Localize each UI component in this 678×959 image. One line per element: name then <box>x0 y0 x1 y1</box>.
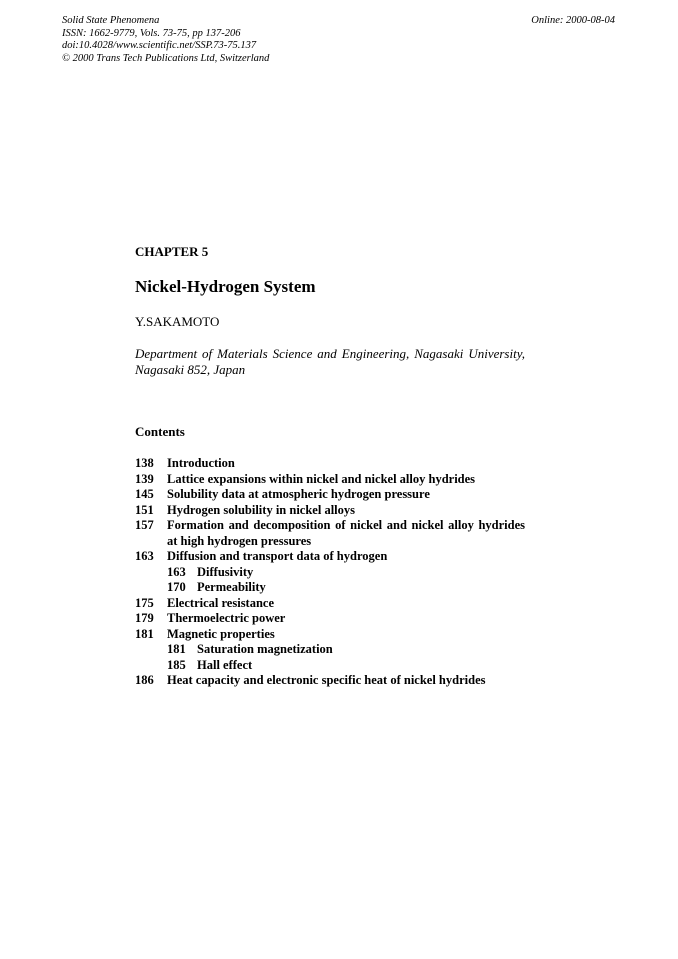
toc-entry-magnetic-properties <box>135 627 535 643</box>
toc-entry-heat-capacity <box>135 673 535 689</box>
journal-copyright: © 2000 Trans Tech Publications Ltd, Switzerland <box>62 52 270 64</box>
toc-entry-title: Magnetic properties <box>167 626 275 641</box>
toc-entry-title: Hall effect <box>197 657 253 672</box>
toc-page-number: 163 <box>135 549 154 563</box>
toc-subentry-hall-effect <box>135 658 535 674</box>
toc-entry-electrical-resistance <box>135 596 535 612</box>
toc-entry-title: Permeability <box>197 580 266 594</box>
toc-entry-title: Heat capacity and electronic specific heat of nickel hydrides <box>167 673 486 687</box>
toc-page-number: 181 <box>167 642 186 656</box>
table-of-contents <box>135 456 535 689</box>
toc-entry-lattice-expansions <box>135 472 535 488</box>
author: Y.SAKAMOTO <box>135 314 220 329</box>
toc-subentry-permeability <box>135 580 535 596</box>
toc-entry-introduction <box>135 456 535 472</box>
toc-entry-hydrogen-solubility <box>135 503 535 519</box>
toc-page-number: 139 <box>135 471 154 486</box>
journal-doi: doi:10.4028/www.scientific.net/SSP.73-75.137 <box>62 40 257 51</box>
toc-page-number: 170 <box>167 580 186 594</box>
toc-entry-thermoelectric-power <box>135 611 535 627</box>
affiliation: Department of Materials Science and Engineering, Nagasaki University, Nagasaki 852, Japan <box>135 346 525 377</box>
chapter-title: Nickel-Hydrogen System <box>135 277 316 296</box>
toc-page-number: 179 <box>135 611 154 625</box>
toc-entry-title: Introduction <box>167 456 235 470</box>
toc-page-number: 145 <box>135 487 154 501</box>
toc-page-number: 163 <box>167 564 186 579</box>
toc-page-number: 181 <box>135 626 154 641</box>
journal-issn: ISSN: 1662-9779, Vols. 73-75, pp 137-206 <box>62 27 241 39</box>
toc-entry-title: Lattice expansions within nickel and nickel alloy hydrides <box>167 471 476 486</box>
toc-entry-title: Thermoelectric power <box>167 611 286 625</box>
toc-page-number: 151 <box>135 502 154 517</box>
toc-page-number: 157 <box>135 518 154 532</box>
toc-entry-title: Diffusion and transport data of hydrogen <box>167 549 388 563</box>
toc-entry-title: Saturation magnetization <box>197 642 333 656</box>
toc-entry-title: Electrical resistance <box>167 595 275 610</box>
chapter-label: CHAPTER 5 <box>135 244 209 259</box>
toc-page-number: 175 <box>135 595 154 610</box>
toc-subentry-saturation-magnetization <box>135 642 535 658</box>
online-date: Online: 2000-08-04 <box>531 15 615 26</box>
toc-entry-formation-decomposition <box>135 518 535 549</box>
toc-page-number: 138 <box>135 456 154 470</box>
toc-page-number: 185 <box>167 657 186 672</box>
toc-subentry-diffusivity <box>135 565 535 581</box>
toc-entry-diffusion-transport <box>135 549 535 565</box>
toc-entry-solubility-data <box>135 487 535 503</box>
journal-header <box>62 15 269 65</box>
journal-name: Solid State Phenomena <box>62 15 160 26</box>
toc-entry-title: Formation and decomposition of nickel and nickel alloy hydrides at high hydrogen pressures <box>167 518 525 548</box>
toc-page-number: 186 <box>135 673 154 687</box>
toc-entry-title: Diffusivity <box>197 564 254 579</box>
contents-heading: Contents <box>135 424 185 439</box>
toc-entry-title: Solubility data at atmospheric hydrogen pressure <box>167 487 430 501</box>
toc-entry-title: Hydrogen solubility in nickel alloys <box>167 502 356 517</box>
